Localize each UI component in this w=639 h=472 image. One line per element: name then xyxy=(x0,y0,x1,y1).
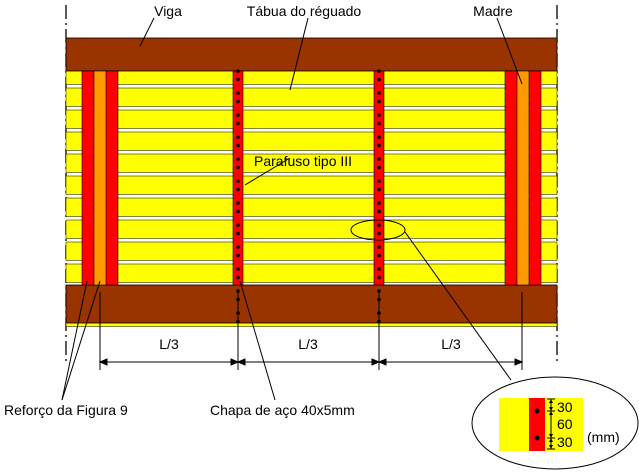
detail-dim-mid: 60 xyxy=(557,416,573,432)
label-reforco: Reforço da Figura 9 xyxy=(4,402,128,418)
plank xyxy=(66,242,557,261)
screw xyxy=(377,254,381,258)
screw xyxy=(236,201,240,205)
detail-callout xyxy=(472,377,638,469)
screw xyxy=(377,91,381,95)
screw xyxy=(236,254,240,258)
screw xyxy=(377,223,381,227)
label-madre: Madre xyxy=(473,3,513,19)
screw xyxy=(377,100,381,104)
detail-screw-top xyxy=(535,409,540,414)
screw xyxy=(236,122,240,126)
bottom-beam xyxy=(66,285,557,323)
plank xyxy=(66,198,557,217)
screw xyxy=(236,113,240,117)
screw xyxy=(236,232,240,236)
label-viga: Viga xyxy=(154,3,182,19)
screw xyxy=(377,157,381,161)
screw xyxy=(236,267,240,271)
screw xyxy=(236,210,240,214)
detail-screw-bottom xyxy=(535,436,540,441)
screw xyxy=(377,144,381,148)
label-parafuso: Parafuso tipo III xyxy=(254,153,353,169)
plank xyxy=(66,132,557,151)
screw xyxy=(236,179,240,183)
detail-unit: (mm) xyxy=(587,429,620,445)
screw xyxy=(236,100,240,104)
screw xyxy=(236,157,240,161)
label-tabua: Tábua do réguado xyxy=(246,3,362,19)
screw xyxy=(377,201,381,205)
dimension-label-1: L/3 xyxy=(159,336,179,352)
screw xyxy=(236,91,240,95)
dimension-label-3: L/3 xyxy=(441,336,461,352)
plank xyxy=(66,110,557,129)
plank xyxy=(66,176,557,195)
detail-dim-top: 30 xyxy=(557,399,573,415)
screw xyxy=(236,245,240,249)
plank xyxy=(66,264,557,283)
screw xyxy=(377,179,381,183)
screw xyxy=(236,78,240,82)
screw xyxy=(377,232,381,236)
top-beam xyxy=(66,38,557,71)
screw xyxy=(236,69,240,73)
screw xyxy=(377,113,381,117)
steel-plate-2 xyxy=(374,69,384,323)
screw xyxy=(377,188,381,192)
dimension-label-2: L/3 xyxy=(298,336,318,352)
screw xyxy=(236,223,240,227)
screw xyxy=(377,210,381,214)
screw xyxy=(236,276,240,280)
reinforcement-right xyxy=(505,71,541,285)
screw xyxy=(236,144,240,148)
screw xyxy=(236,135,240,139)
screw xyxy=(377,122,381,126)
detail-dim-bot: 30 xyxy=(557,434,573,450)
screw xyxy=(377,267,381,271)
screw xyxy=(377,78,381,82)
screw xyxy=(377,135,381,139)
plank xyxy=(66,88,557,107)
label-chapa: Chapa de aço 40x5mm xyxy=(210,402,355,418)
screw xyxy=(377,276,381,280)
screw xyxy=(377,69,381,73)
plank xyxy=(66,220,557,239)
screw xyxy=(236,188,240,192)
detail-plate xyxy=(529,398,545,451)
screw xyxy=(377,245,381,249)
screw xyxy=(377,166,381,170)
reinforcement-left xyxy=(82,71,118,285)
screw xyxy=(236,166,240,170)
